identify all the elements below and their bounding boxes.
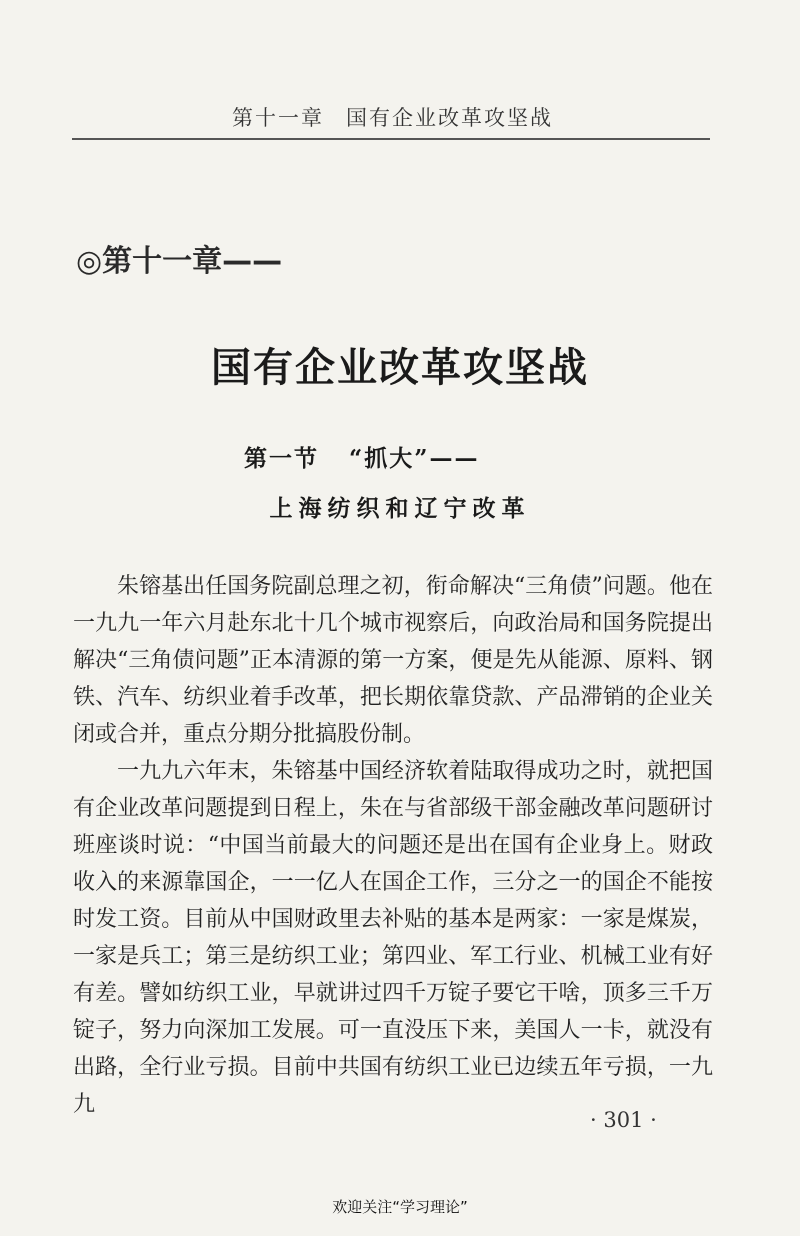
chapter-label: ◎第十一章—— [76,244,283,279]
running-header [232,102,553,132]
footer-note: 欢迎关注“学习理论” [332,1198,468,1216]
paragraph: 朱镕基出任国务院副总理之初，衔命解决“三角债”问题。他在一九九一年六月赴东北十几个城市视察后，向政治局和国务院提出解决“三角债问题”正本清源的第一方案，便是先从能源、原料、钢铁、汽车、纺织业着手改革，把长期依靠贷款、产品滞销的企业关闭或合并，重点分期分批搞股份制。 [73,574,713,747]
running-header-chapter: 第十一章 [232,106,324,130]
section-heading [244,440,479,473]
header-rule [72,138,710,140]
section-title-part2: 上海纺织和辽宁改革 [269,495,531,522]
paragraph: 一九九六年末，朱镕基中国经济软着陆取得成功之时，就把国有企业改革问题提到日程上，朱在与省部级干部金融改革问题研讨班座谈时说：“中国当前最大的问题还是出在国有企业身上。财政收入的来源靠国企，一一亿人在国企工作，三分之一的国企不能按时发工资。目前从中国财政里去补贴的基本是两家：一家是煤炭，一家是兵工；第三是纺织工业；第四业、军工行业、机械工业有好有差。譬如纺织工业，早就讲过四千万锭子要它干啥，顶多三千万锭子，努力向深加工发展。可一直没压下来，美国人一卡，就没有出路，全行业亏损。目前中共国有纺织工业已边续五年亏损，一九九 [73,759,713,1117]
section-title-part1: “抓大”—— [349,445,480,472]
running-header-title: 国有企业改革攻坚战 [346,106,553,130]
body-text [73,568,713,1123]
section-number: 第一节 [244,445,319,472]
page-number: · 301 · [590,1108,657,1132]
chapter-title: 国有企业改革攻坚战 [211,344,589,391]
